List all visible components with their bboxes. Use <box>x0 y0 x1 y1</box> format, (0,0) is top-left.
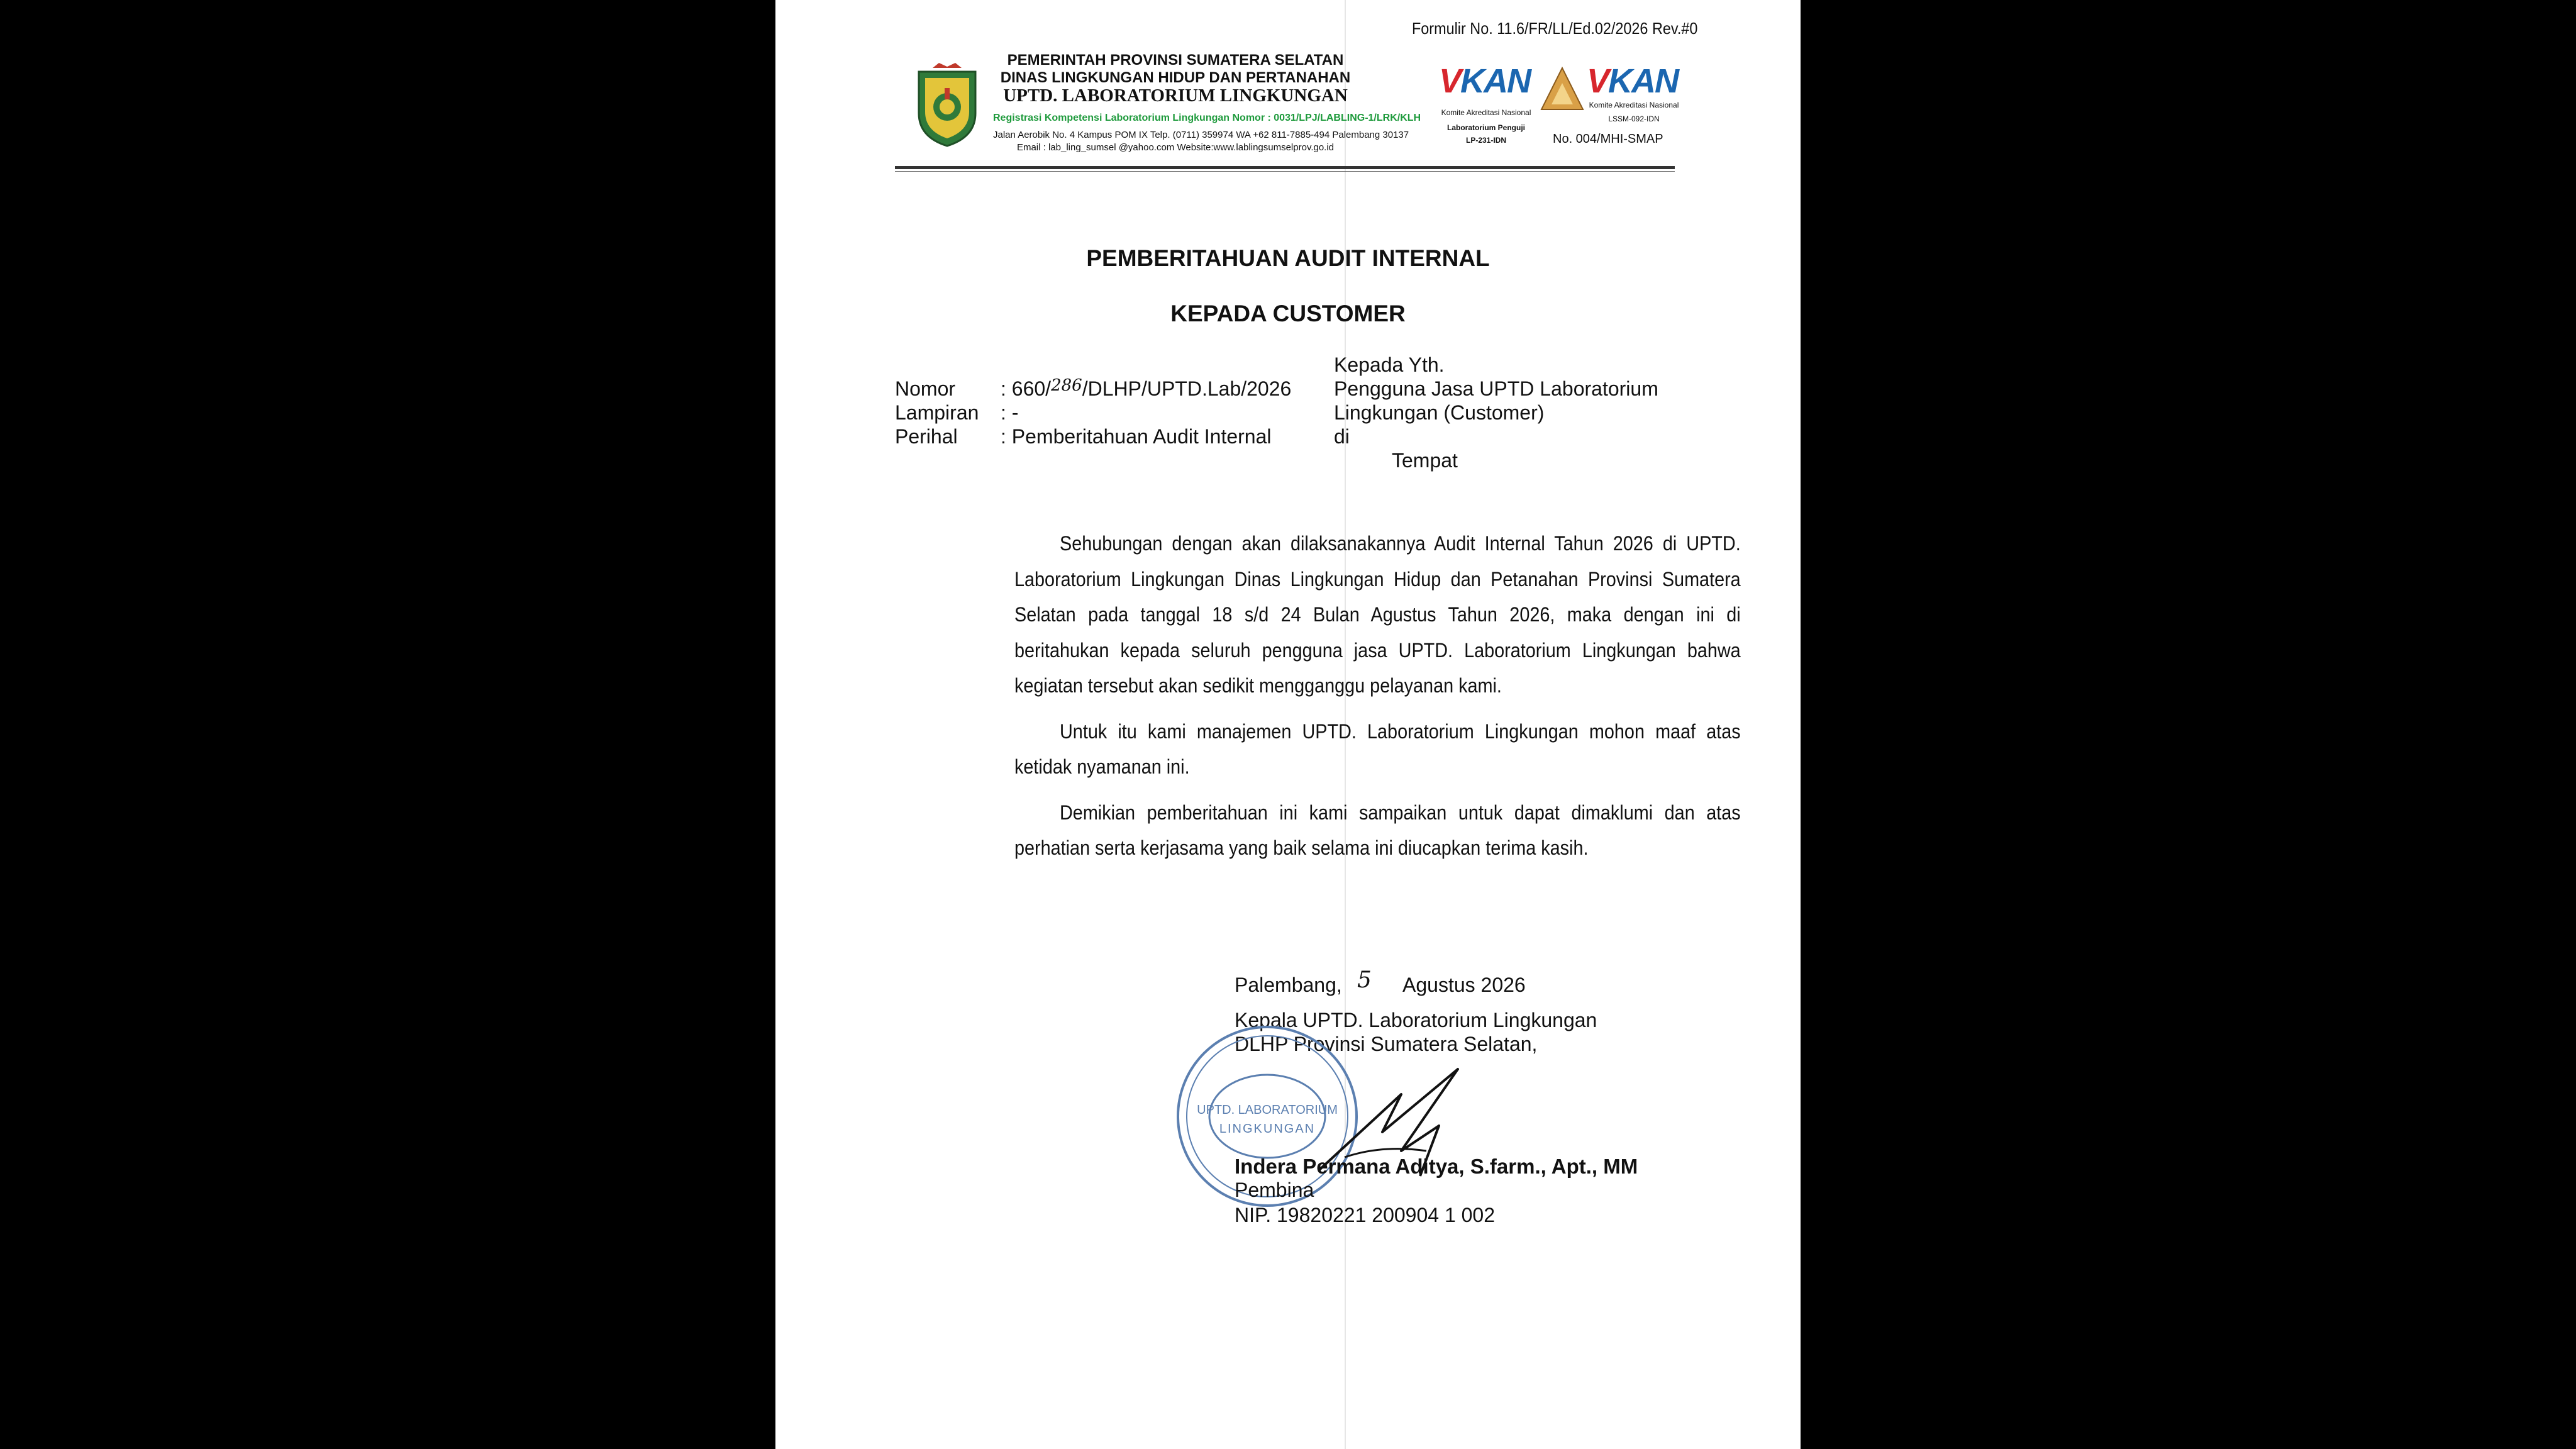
kan2-number: No. 004/MHI-SMAP <box>1553 132 1663 146</box>
kan1-lab: Laboratorium Penguji <box>1446 123 1525 132</box>
stamp-center-line2: LINGKUNGAN <box>1219 1122 1316 1136</box>
letterhead-contact: Email : lab_ling_sumsel @yahoo.com Website:www.lablingsumselprov.go.id <box>1016 142 1335 153</box>
signature-day: 5 <box>1357 967 1372 993</box>
province-crest-icon <box>914 63 980 147</box>
letter-body <box>1014 526 1741 866</box>
letterhead-line2: DINAS LINGKUNGAN HIDUP DAN PERTANAHAN <box>1000 69 1351 86</box>
kan-mark-icon: VKAN <box>1587 62 1679 100</box>
kan-mark-icon: VKAN <box>1439 62 1531 100</box>
nomor-label: Nomor <box>895 377 956 400</box>
perihal-label: Perihal <box>895 425 958 448</box>
letterhead-rule-thin <box>895 171 1675 172</box>
recipient-line1: Kepada Yth. <box>1334 353 1445 376</box>
letterhead-registration: Registrasi Kompetensi Laboratorium Lingkungan Nomor : 0031/LPJ/LABLING-1/LRK/KLH <box>993 113 1421 123</box>
kan-logo-lab <box>1439 62 1533 106</box>
kan-logo-lssm <box>1587 62 1681 106</box>
signature-month-year: Agustus 2026 <box>1402 974 1526 996</box>
kan1-subtitle: Komite Akreditasi Nasional <box>1441 108 1531 117</box>
recipient-line4: di <box>1334 425 1350 448</box>
letterhead-rule <box>895 166 1675 169</box>
signatory-name: Indera Permana Aditya, S.farm., Apt., MM <box>1235 1155 1638 1178</box>
perihal-value: : Pemberitahuan Audit Internal <box>1001 425 1272 448</box>
letterhead-line3: UPTD. LABORATORIUM LINGKUNGAN <box>1003 86 1348 106</box>
document-title: PEMBERITAHUAN AUDIT INTERNAL <box>1086 245 1490 271</box>
nomor-value: : 660/$^{286}$/DLHP/UPTD.Lab/2026 <box>1001 376 1292 400</box>
kan1-code: LP-231-IDN <box>1465 136 1506 145</box>
body-paragraph-3: Demikian pemberitahuan ini kami sampaikan untuk dapat dimaklumi dan atas perhatian serta kerjasama yang baik selama ini diucapkan terima kasih. <box>1014 801 1741 859</box>
certification-triangle-icon <box>1540 67 1584 113</box>
signature-position2: DLHP Provinsi Sumatera Selatan, <box>1235 1033 1538 1055</box>
signatory-nip: NIP. 19820221 200904 1 002 <box>1235 1204 1496 1226</box>
letter-page <box>775 0 1801 1449</box>
body-paragraph-1: Sehubungan dengan akan dilaksanakannya Audit Internal Tahun 2026 di UPTD. Laboratorium Lingkungan Dinas Lingkungan Hidup dan Petanahan Provinsi Sumatera Selatan pada tanggal 18 s/d 24 Bulan Agustus Tahun 2026, maka dengan ini di beritahukan kepada seluruh pengguna jasa UPTD. Laboratorium Lingkungan bahwa kegiatan tersebut akan sedikit mengganggu pelayanan kami. <box>1014 532 1741 697</box>
recipient-line5: Tempat <box>1392 449 1458 472</box>
letterhead-address: Jalan Aerobik No. 4 Kampus POM IX Telp. (0711) 359974 WA +62 811-7885-494 Palembang 30137 <box>993 130 1409 140</box>
letterhead-line1: PEMERINTAH PROVINSI SUMATERA SELATAN <box>1007 52 1344 69</box>
signature-place: Palembang, <box>1235 974 1342 996</box>
form-number: Formulir No. 11.6/FR/LL/Ed.02/2026 Rev.#0 <box>1412 19 1698 38</box>
recipient-line3: Lingkungan (Customer) <box>1334 401 1545 424</box>
document-subtitle: KEPADA CUSTOMER <box>1170 301 1406 326</box>
body-paragraph-2: Untuk itu kami manajemen UPTD. Laboratorium Lingkungan mohon maaf atas ketidak nyamanan ini. <box>1014 719 1741 778</box>
signatory-rank: Pembina <box>1235 1179 1314 1201</box>
kan2-code: LSSM-092-IDN <box>1608 114 1660 123</box>
signature-position1: Kepala UPTD. Laboratorium Lingkungan <box>1235 1009 1597 1031</box>
stamp-center-line1: UPTD. LABORATORIUM <box>1197 1103 1338 1117</box>
kan2-subtitle: Komite Akreditasi Nasional <box>1589 101 1679 109</box>
lampiran-label: Lampiran <box>895 401 979 424</box>
lampiran-value: : - <box>1001 401 1019 424</box>
recipient-line2: Pengguna Jasa UPTD Laboratorium <box>1334 377 1658 400</box>
